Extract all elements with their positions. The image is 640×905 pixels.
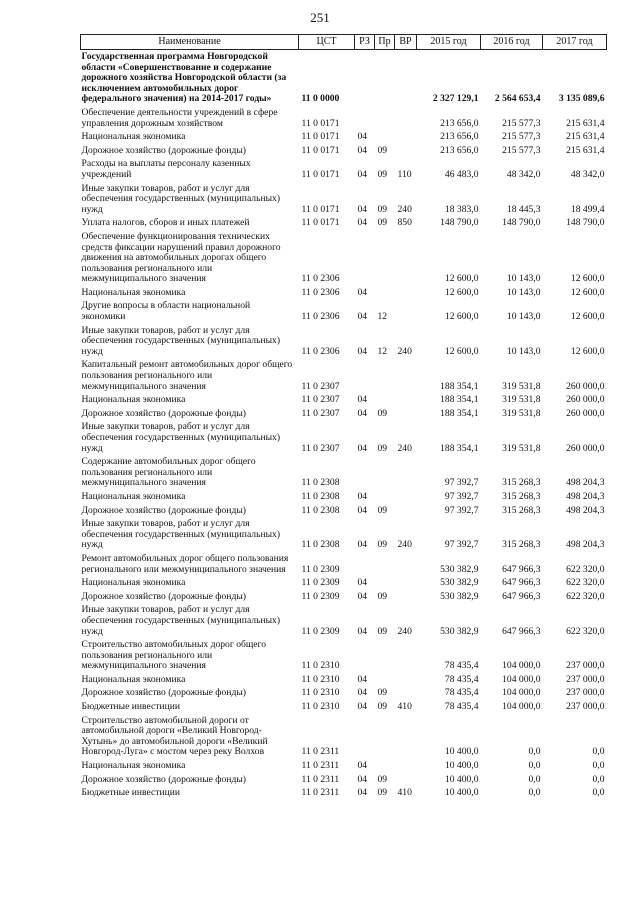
cell-2015: 530 382,9 (440, 625, 479, 637)
cell-2016: 148 790,0 (502, 217, 541, 229)
cell-2017: 260 000,0 (566, 394, 605, 406)
table-row (81, 590, 607, 604)
cell-2017: 237 000,0 (566, 660, 605, 672)
cell-pr (375, 230, 395, 286)
cell-tsst: 11 0 2311 (301, 760, 340, 772)
cell-rz (355, 106, 375, 130)
col-header-vr: ВР (395, 35, 417, 50)
cell-2017: 622 320,0 (566, 625, 605, 637)
cell-vr (395, 673, 417, 687)
cell-rz: 04 (357, 286, 368, 298)
cell-vr: 410 (397, 787, 412, 799)
cell-2015: 12 600,0 (444, 273, 479, 285)
cell-2017: 498 204,3 (566, 490, 605, 502)
cell-vr: 850 (397, 217, 412, 229)
table-row (81, 182, 607, 217)
cell-tsst: 11 0 2309 (301, 577, 340, 589)
cell-vr (395, 504, 417, 518)
cell-rz: 04 (357, 787, 368, 799)
cell-rz: 04 (357, 345, 368, 357)
cell-2017: 237 000,0 (566, 687, 605, 699)
cell-pr: 09 (377, 168, 388, 180)
cell-rz: 04 (357, 168, 368, 180)
cell-rz (355, 50, 375, 106)
cell-pr (375, 50, 395, 106)
cell-vr (395, 286, 417, 300)
cell-2015: 12 600,0 (444, 286, 479, 298)
cell-2016: 104 000,0 (502, 687, 541, 699)
cell-2015: 213 656,0 (440, 131, 479, 143)
cell-2015: 97 392,7 (444, 539, 479, 551)
cell-rz: 04 (357, 673, 368, 685)
cell-2016: 647 966,3 (502, 577, 541, 589)
cell-2015: 213 656,0 (440, 117, 479, 129)
cell-2015: 10 400,0 (444, 760, 479, 772)
cell-vr (395, 299, 417, 323)
table-row (81, 603, 607, 638)
cell-name: Иные закупки товаров, работ и услуг для обеспечения государственных (муниципальных) нужд (81, 421, 281, 454)
cell-2017: 148 790,0 (566, 217, 605, 229)
cell-2017: 12 600,0 (570, 273, 605, 285)
cell-2017: 12 600,0 (570, 311, 605, 323)
table-row (81, 144, 607, 158)
cell-pr: 09 (377, 442, 388, 454)
cell-2017: 260 000,0 (566, 442, 605, 454)
cell-name: Расходы на выплаты персоналу казенных учреждений (81, 158, 251, 180)
cell-2017: 260 000,0 (566, 407, 605, 419)
table-row (81, 455, 607, 490)
cell-2016: 2 564 653,4 (494, 93, 541, 105)
cell-2015: 97 392,7 (444, 477, 479, 489)
cell-name: Содержание автомобильных дорог общего пользования регионального или межмуниципального значения (81, 456, 256, 489)
cell-tsst: 11 0 2308 (301, 490, 340, 502)
table-row (81, 490, 607, 504)
cell-tsst: 11 0 0171 (301, 131, 340, 143)
cell-name: Национальная экономика (81, 131, 186, 143)
cell-tsst: 11 0 0000 (301, 93, 340, 105)
cell-2017: 215 631,4 (566, 131, 605, 143)
cell-rz: 04 (357, 773, 368, 785)
cell-name: Дорожное хозяйство (дорожные фонды) (81, 773, 246, 785)
cell-tsst: 11 0 2309 (301, 563, 340, 575)
cell-name: Строительство автомобильных дорог общего пользования регионального или межмуниципального значения (81, 639, 267, 672)
cell-2016: 0,0 (528, 787, 541, 799)
cell-2015: 78 435,4 (444, 701, 479, 713)
cell-2016: 0,0 (528, 746, 541, 758)
cell-2016: 104 000,0 (502, 673, 541, 685)
table-row (81, 773, 607, 787)
cell-pr (375, 358, 395, 393)
cell-2015: 18 383,0 (444, 203, 479, 215)
table-row (81, 216, 607, 230)
cell-rz: 04 (357, 217, 368, 229)
cell-pr (375, 286, 395, 300)
cell-rz: 04 (357, 590, 368, 602)
table-row (81, 504, 607, 518)
cell-2015: 10 400,0 (444, 746, 479, 758)
cell-pr: 09 (377, 407, 388, 419)
cell-name: Другие вопросы в области национальной экономики (81, 300, 251, 323)
cell-rz: 04 (357, 203, 368, 215)
cell-2016: 319 531,8 (502, 442, 541, 454)
cell-2016: 315 268,3 (502, 477, 541, 489)
cell-vr: 240 (397, 539, 412, 551)
table-row (81, 552, 607, 576)
cell-tsst: 11 0 0171 (301, 203, 340, 215)
cell-rz: 04 (357, 394, 368, 406)
cell-2015: 188 354,1 (440, 442, 479, 454)
cell-tsst: 11 0 2307 (301, 394, 340, 406)
cell-2016: 315 268,3 (502, 490, 541, 502)
cell-2015: 12 600,0 (444, 345, 479, 357)
cell-2017: 0,0 (592, 787, 605, 799)
cell-vr: 240 (397, 203, 412, 215)
cell-name: Уплата налогов, сборов и иных платежей (81, 217, 250, 229)
cell-2017: 215 631,4 (566, 144, 605, 156)
cell-2016: 319 531,8 (502, 407, 541, 419)
cell-pr: 09 (377, 217, 388, 229)
cell-2015: 530 382,9 (440, 590, 479, 602)
cell-2016: 647 966,3 (502, 563, 541, 575)
cell-rz: 04 (357, 442, 368, 454)
cell-tsst: 11 0 0171 (301, 168, 340, 180)
cell-vr (395, 759, 417, 773)
cell-name: Дорожное хозяйство (дорожные фонды) (81, 590, 246, 602)
table-row (81, 420, 607, 455)
cell-name: Ремонт автомобильных дорог общего пользования регионального или межмуниципального значения (81, 552, 289, 575)
table-row (81, 686, 607, 700)
cell-2017: 498 204,3 (566, 477, 605, 489)
cell-2017: 237 000,0 (566, 673, 605, 685)
cell-name: Обеспечение деятельности учреждений в сфере управления дорожным хозяйством (81, 106, 278, 129)
cell-rz: 04 (357, 760, 368, 772)
cell-name: Национальная экономика (81, 577, 186, 589)
table-row (81, 517, 607, 552)
cell-rz (355, 714, 375, 759)
cell-name: Бюджетные инвестиции (81, 787, 180, 799)
col-header-2015: 2015 год (417, 35, 481, 50)
cell-rz: 04 (357, 625, 368, 637)
cell-pr (375, 714, 395, 759)
col-header-rz: РЗ (355, 35, 375, 50)
table-row (81, 700, 607, 714)
cell-2015: 10 400,0 (444, 787, 479, 799)
cell-pr (375, 576, 395, 590)
cell-pr (375, 455, 395, 490)
cell-pr (375, 130, 395, 144)
cell-pr: 12 (377, 345, 388, 357)
cell-2017: 622 320,0 (566, 590, 605, 602)
table-row (81, 759, 607, 773)
cell-vr (395, 490, 417, 504)
cell-name: Обеспечение функционирования технических средств фиксации нарушений правил дорожного движения на автомобильных дорогах общего пользования регионального или межмуниципального значения (81, 230, 281, 285)
cell-tsst: 11 0 2307 (301, 380, 340, 392)
cell-tsst: 11 0 0171 (301, 144, 340, 156)
cell-2016: 48 342,0 (506, 168, 541, 180)
cell-tsst: 11 0 2306 (301, 286, 340, 298)
cell-2017: 237 000,0 (566, 701, 605, 713)
cell-pr: 09 (377, 203, 388, 215)
cell-vr (395, 455, 417, 490)
cell-vr: 240 (397, 345, 412, 357)
cell-vr (395, 230, 417, 286)
table-body (81, 50, 607, 800)
cell-2017: 3 135 089,6 (558, 93, 605, 105)
cell-vr (395, 686, 417, 700)
cell-tsst: 11 0 2309 (301, 625, 340, 637)
cell-pr: 09 (377, 773, 388, 785)
table-row (81, 106, 607, 130)
cell-vr (395, 590, 417, 604)
cell-2017: 215 631,4 (566, 117, 605, 129)
cell-2016: 215 577,3 (502, 117, 541, 129)
table-row (81, 393, 607, 407)
cell-tsst: 11 0 2308 (301, 539, 340, 551)
cell-name: Капитальный ремонт автомобильных дорог общего пользования регионального или межмуниципального значения (81, 359, 293, 392)
table-row (81, 786, 607, 800)
col-header-name: Наименование (81, 35, 299, 50)
cell-2017: 0,0 (592, 760, 605, 772)
cell-2017: 498 204,3 (566, 539, 605, 551)
cell-tsst: 11 0 2306 (301, 345, 340, 357)
cell-rz: 04 (357, 577, 368, 589)
table-row (81, 286, 607, 300)
cell-rz: 04 (357, 490, 368, 502)
cell-name: Иные закупки товаров, работ и услуг для обеспечения государственных (муниципальных) нужд (81, 324, 281, 357)
cell-tsst: 11 0 2308 (301, 477, 340, 489)
cell-2016: 0,0 (528, 760, 541, 772)
table-row (81, 50, 607, 106)
cell-2016: 10 143,0 (506, 311, 541, 323)
cell-vr (395, 638, 417, 673)
cell-2016: 0,0 (528, 773, 541, 785)
cell-2017: 498 204,3 (566, 504, 605, 516)
cell-pr: 09 (377, 625, 388, 637)
cell-2015: 78 435,4 (444, 660, 479, 672)
cell-name: Дорожное хозяйство (дорожные фонды) (81, 687, 246, 699)
cell-pr: 09 (377, 144, 388, 156)
cell-rz: 04 (357, 311, 368, 323)
cell-2015: 78 435,4 (444, 687, 479, 699)
cell-rz (355, 455, 375, 490)
cell-pr (375, 490, 395, 504)
table-row (81, 299, 607, 323)
cell-rz: 04 (357, 504, 368, 516)
cell-rz (355, 638, 375, 673)
cell-vr (395, 714, 417, 759)
cell-vr (395, 358, 417, 393)
cell-name: Национальная экономика (81, 673, 186, 685)
cell-2015: 148 790,0 (440, 217, 479, 229)
cell-vr (395, 393, 417, 407)
cell-tsst: 11 0 2307 (301, 407, 340, 419)
cell-2015: 46 483,0 (444, 168, 479, 180)
cell-pr (375, 106, 395, 130)
cell-2017: 260 000,0 (566, 380, 605, 392)
cell-vr: 110 (397, 168, 412, 180)
cell-pr (375, 673, 395, 687)
cell-vr (395, 773, 417, 787)
cell-vr (395, 576, 417, 590)
cell-2016: 319 531,8 (502, 380, 541, 392)
cell-pr (375, 552, 395, 576)
cell-vr (395, 50, 417, 106)
cell-2017: 0,0 (592, 773, 605, 785)
table-row (81, 130, 607, 144)
table-header-row (81, 35, 607, 50)
cell-name: Национальная экономика (81, 286, 186, 298)
cell-name: Иные закупки товаров, работ и услуг для обеспечения государственных (муниципальных) нужд (81, 182, 281, 215)
cell-2016: 18 445,3 (506, 203, 541, 215)
table-row (81, 358, 607, 393)
cell-tsst: 11 0 2310 (301, 687, 340, 699)
cell-2016: 215 577,3 (502, 144, 541, 156)
cell-2016: 647 966,3 (502, 590, 541, 602)
cell-2015: 12 600,0 (444, 311, 479, 323)
cell-rz: 04 (357, 407, 368, 419)
cell-rz (355, 552, 375, 576)
table-row (81, 407, 607, 421)
cell-tsst: 11 0 2311 (301, 746, 340, 758)
cell-2015: 10 400,0 (444, 773, 479, 785)
cell-2017: 0,0 (592, 746, 605, 758)
cell-2016: 10 143,0 (506, 345, 541, 357)
col-header-tsst: ЦСТ (299, 35, 355, 50)
cell-pr: 09 (377, 590, 388, 602)
cell-tsst: 11 0 0171 (301, 217, 340, 229)
col-header-2017: 2017 год (543, 35, 607, 50)
cell-rz (355, 358, 375, 393)
cell-pr: 09 (377, 787, 388, 799)
cell-pr (375, 638, 395, 673)
cell-tsst: 11 0 2306 (301, 311, 340, 323)
cell-rz: 04 (357, 144, 368, 156)
cell-2016: 315 268,3 (502, 504, 541, 516)
table-row (81, 638, 607, 673)
cell-2016: 647 966,3 (502, 625, 541, 637)
cell-2017: 12 600,0 (570, 286, 605, 298)
cell-name: Национальная экономика (81, 760, 186, 772)
cell-vr (395, 106, 417, 130)
cell-2015: 188 354,1 (440, 380, 479, 392)
cell-tsst: 11 0 0171 (301, 117, 340, 129)
cell-tsst: 11 0 2309 (301, 590, 340, 602)
cell-2016: 104 000,0 (502, 660, 541, 672)
cell-vr (395, 144, 417, 158)
cell-vr: 410 (397, 701, 412, 713)
cell-tsst: 11 0 2311 (301, 773, 340, 785)
table-row (81, 230, 607, 286)
cell-2015: 97 392,7 (444, 490, 479, 502)
cell-tsst: 11 0 2307 (301, 442, 340, 454)
cell-tsst: 11 0 2306 (301, 273, 340, 285)
cell-2015: 530 382,9 (440, 577, 479, 589)
cell-tsst: 11 0 2310 (301, 701, 340, 713)
cell-2015: 188 354,1 (440, 407, 479, 419)
cell-rz: 04 (357, 701, 368, 713)
cell-name: Иные закупки товаров, работ и услуг для обеспечения государственных (муниципальных) нужд (81, 604, 281, 637)
cell-2017: 48 342,0 (570, 168, 605, 180)
cell-2016: 104 000,0 (502, 701, 541, 713)
cell-pr: 12 (377, 311, 388, 323)
cell-vr: 240 (397, 442, 412, 454)
table-row (81, 576, 607, 590)
cell-name: Дорожное хозяйство (дорожные фонды) (81, 407, 246, 419)
cell-tsst: 11 0 2310 (301, 673, 340, 685)
cell-vr (395, 552, 417, 576)
cell-2017: 18 499,4 (570, 203, 605, 215)
cell-rz (355, 230, 375, 286)
cell-2015: 530 382,9 (440, 563, 479, 575)
cell-2017: 12 600,0 (570, 345, 605, 357)
table-row (81, 324, 607, 359)
col-header-2016: 2016 год (481, 35, 543, 50)
table-row (81, 714, 607, 759)
cell-2015: 78 435,4 (444, 673, 479, 685)
cell-tsst: 11 0 2308 (301, 504, 340, 516)
cell-pr: 09 (377, 539, 388, 551)
cell-tsst: 11 0 2310 (301, 660, 340, 672)
cell-2016: 10 143,0 (506, 273, 541, 285)
cell-rz: 04 (357, 687, 368, 699)
budget-table (80, 34, 607, 800)
cell-pr: 09 (377, 701, 388, 713)
cell-vr (395, 407, 417, 421)
table-row (81, 673, 607, 687)
cell-2016: 319 531,8 (502, 394, 541, 406)
cell-name: Национальная экономика (81, 490, 186, 502)
cell-2016: 315 268,3 (502, 539, 541, 551)
cell-pr (375, 393, 395, 407)
cell-vr: 240 (397, 625, 412, 637)
cell-tsst: 11 0 2311 (301, 787, 340, 799)
cell-pr: 09 (377, 687, 388, 699)
cell-name: Дорожное хозяйство (дорожные фонды) (81, 504, 246, 516)
cell-rz: 04 (357, 131, 368, 143)
cell-name: Национальная экономика (81, 394, 186, 406)
cell-name: Иные закупки товаров, работ и услуг для обеспечения государственных (муниципальных) нужд (81, 518, 281, 551)
cell-name: Бюджетные инвестиции (81, 701, 180, 713)
cell-vr (395, 130, 417, 144)
cell-2017: 622 320,0 (566, 563, 605, 575)
cell-rz: 04 (357, 539, 368, 551)
cell-2016: 215 577,3 (502, 131, 541, 143)
table-row (81, 157, 607, 181)
cell-name: Государственная программа Новгородской области «Совершенствование и содержание дорожного хозяйства Новгородской области (за исключением автомобильных дорог федерального значения) на 2014-2017 годы» (81, 51, 287, 105)
cell-2017: 622 320,0 (566, 577, 605, 589)
cell-2015: 97 392,7 (444, 504, 479, 516)
cell-pr (375, 759, 395, 773)
page-number: 251 (310, 10, 330, 25)
cell-2015: 213 656,0 (440, 144, 479, 156)
cell-2016: 10 143,0 (506, 286, 541, 298)
cell-2015: 2 327 129,1 (432, 93, 479, 105)
cell-name: Дорожное хозяйство (дорожные фонды) (81, 144, 246, 156)
cell-2015: 188 354,1 (440, 394, 479, 406)
cell-pr: 09 (377, 504, 388, 516)
cell-name: Строительство автомобильной дороги от автомобильной дороги «Великий Новгород-Хутынь» до автомобильной дороги «Великий Новгород-Луга» с мостом через реку Волхов (81, 714, 268, 758)
col-header-pr: Пр (375, 35, 395, 50)
